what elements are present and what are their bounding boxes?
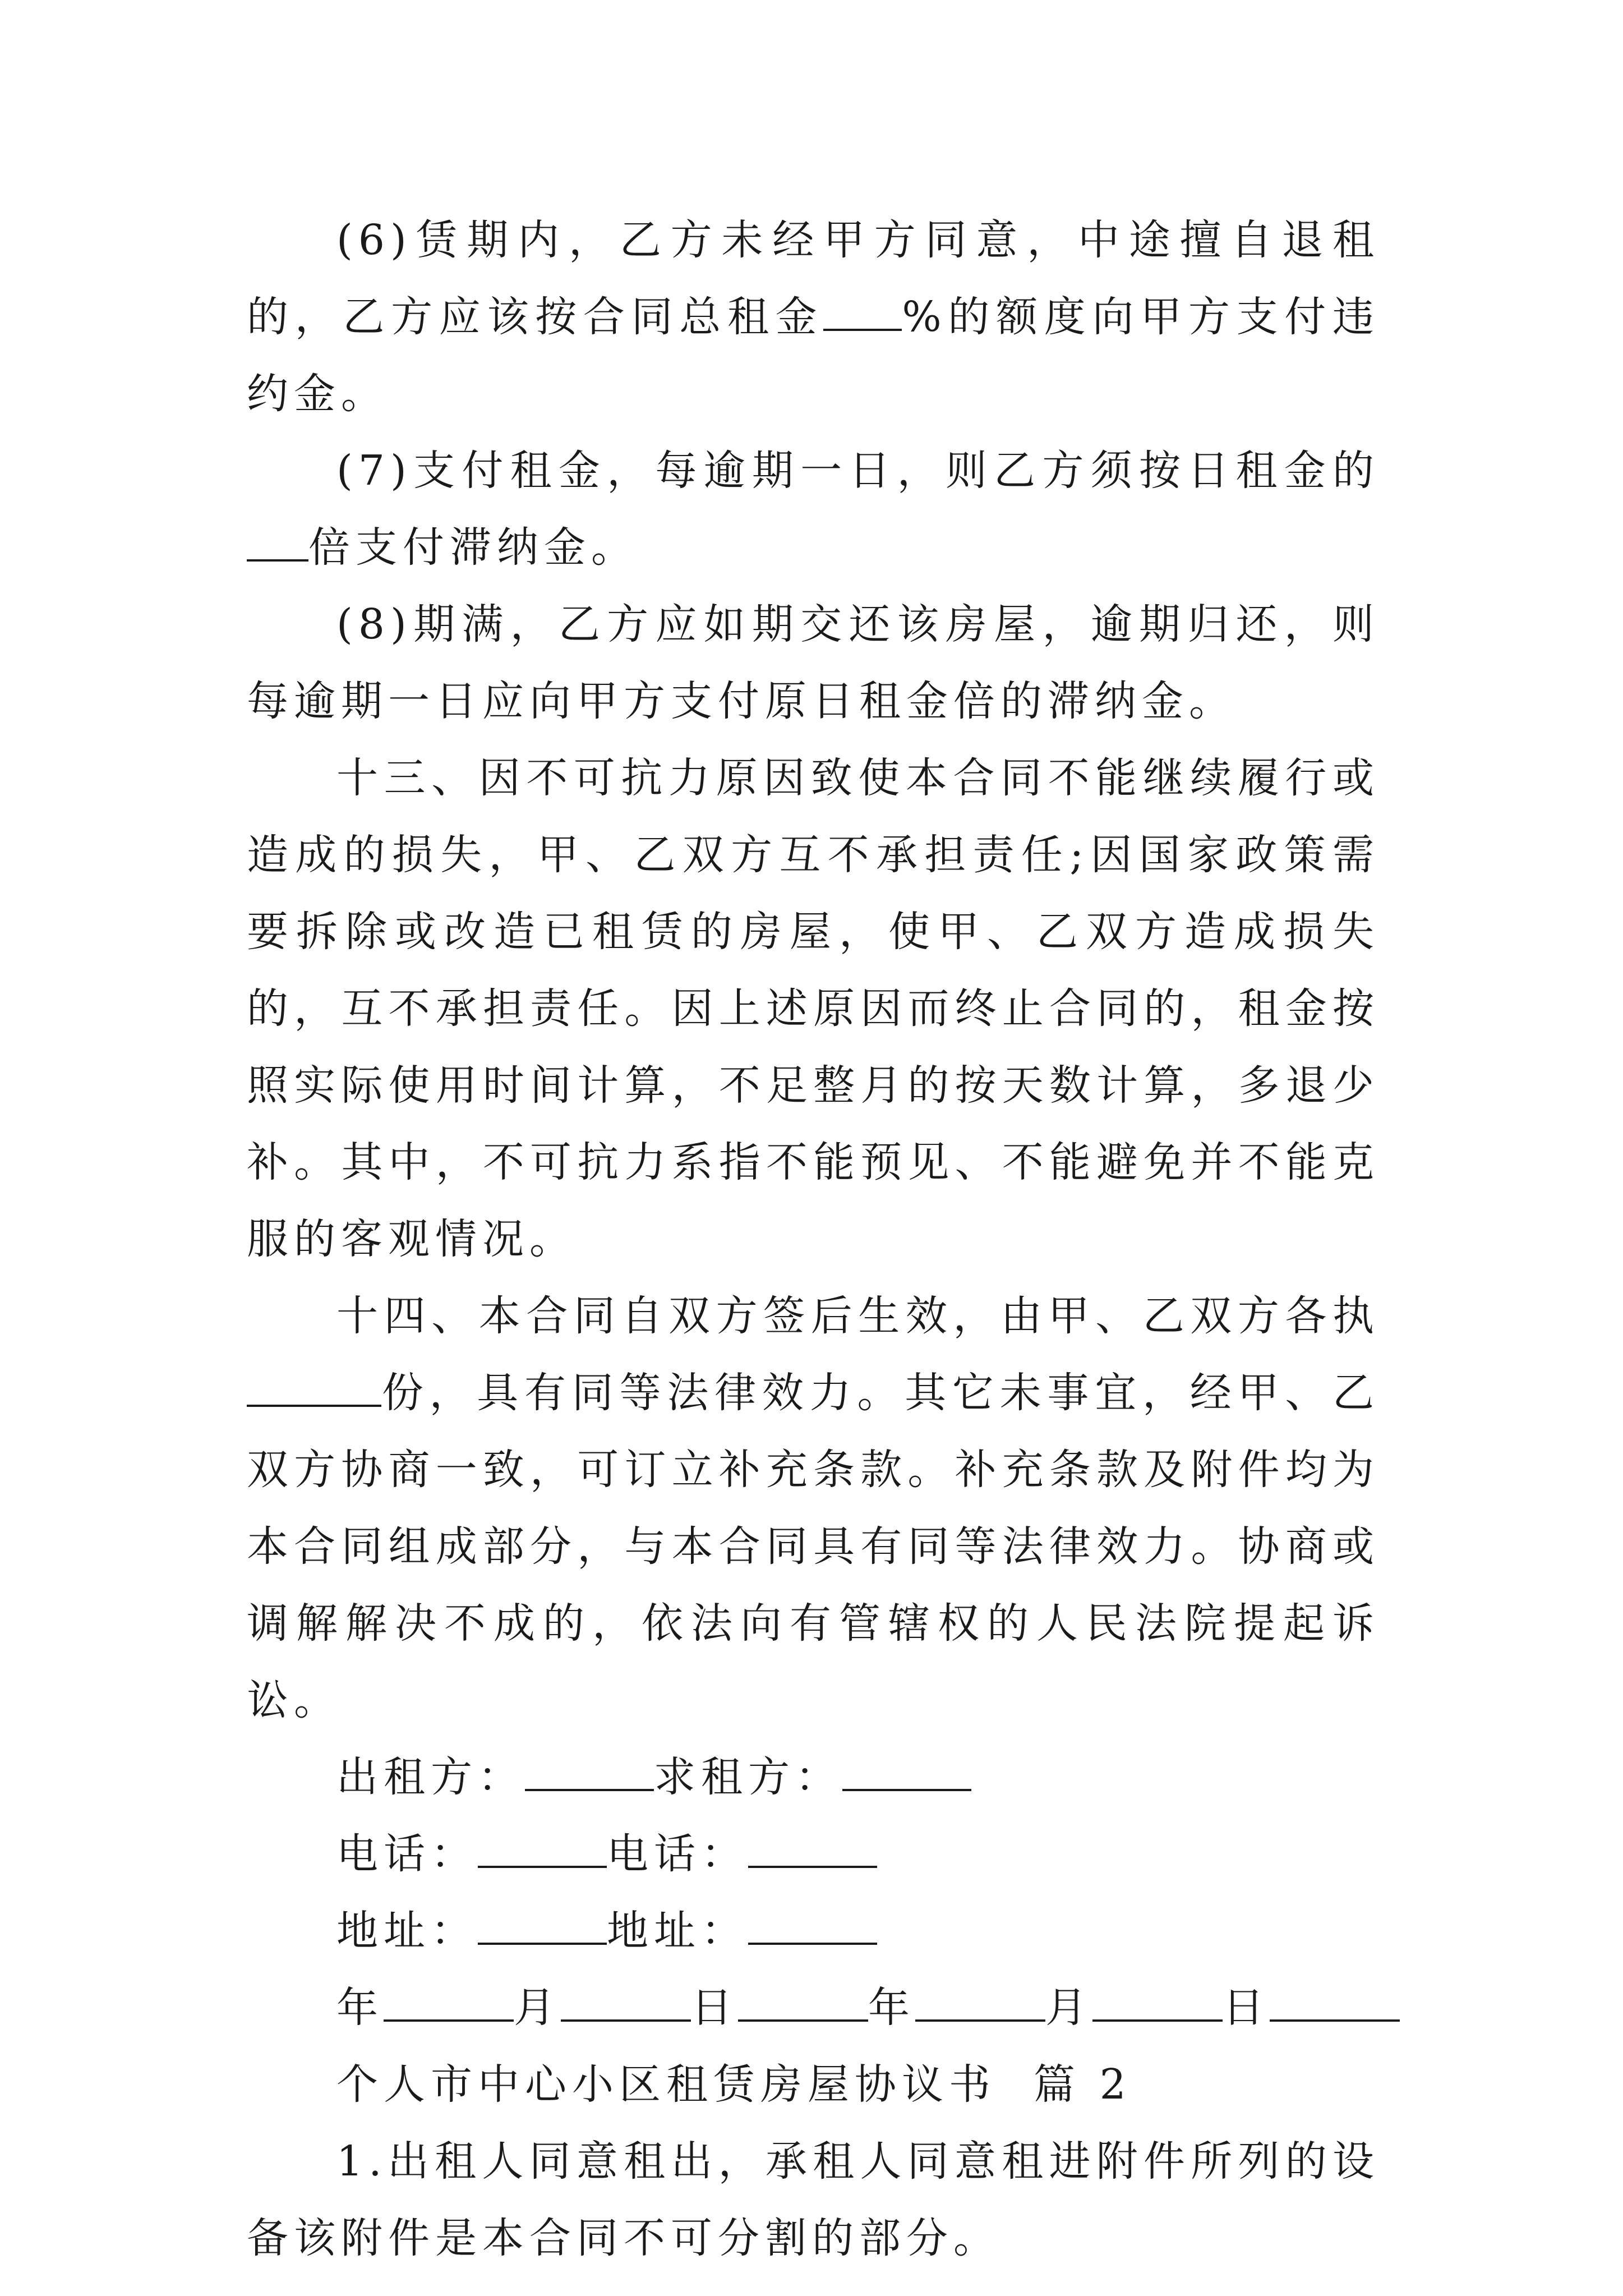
section-2-item-1: 1.出租人同意租出，承租人同意租进附件所列的设备该附件是本合同不可分割的部分。 — [247, 2137, 1380, 2262]
year-blank — [384, 1986, 514, 2022]
clause-7-text-b: 倍支付滞纳金。 — [308, 523, 638, 572]
lessee-address-blank — [748, 1909, 877, 1945]
year-blank-2 — [915, 1986, 1045, 2022]
blank-line — [823, 295, 902, 331]
month-label-2: 月 — [1045, 1984, 1092, 2032]
blank-line — [247, 526, 308, 562]
contract-body — [247, 202, 1380, 2277]
month-label: 月 — [514, 1984, 561, 2032]
lessor-address-label: 地址： — [336, 1907, 478, 1955]
signature-phone — [247, 1816, 1380, 1893]
lessee-phone-label: 电话： — [607, 1830, 748, 1878]
lessor-phone-label: 电话： — [336, 1830, 478, 1878]
clause-6 — [247, 202, 1380, 432]
clause-14-text-a: 十四、本合同自双方签后生效，由甲、乙双方各执 — [336, 1292, 1380, 1340]
signature-parties — [247, 1739, 1380, 1816]
signature-address — [247, 1893, 1380, 1970]
blank-line — [247, 1371, 381, 1407]
lessor-phone-blank — [478, 1832, 607, 1868]
lessee-label: 求租方： — [654, 1753, 842, 1801]
clause-6-text-a: (6)赁期内，乙方未经甲方同意，中途擅自退租的，乙方应该按合同总租金 — [247, 216, 1380, 341]
lessor-label: 出租方： — [336, 1753, 525, 1801]
clause-6-text-b: %的额度向甲方支付违约金。 — [247, 293, 1380, 418]
clause-14 — [247, 1278, 1380, 1739]
lessor-blank — [525, 1755, 654, 1791]
month-blank-2 — [1092, 1986, 1223, 2022]
lessee-blank — [842, 1755, 971, 1791]
signature-dates — [247, 1970, 1380, 2046]
clause-7-text-a: (7)支付租金，每逾期一日，则乙方须按日租金的 — [336, 447, 1380, 495]
year-label: 年 — [336, 1984, 384, 2032]
clause-7 — [247, 432, 1380, 586]
day-label-2: 日 — [1223, 1984, 1270, 2032]
day-label: 日 — [691, 1984, 738, 2032]
clause-8: (8)期满，乙方应如期交还该房屋，逾期归还，则每逾期一日应向甲方支付原日租金倍的滞纳金。 — [247, 600, 1380, 725]
lessor-address-blank — [478, 1909, 607, 1945]
year-label-2: 年 — [868, 1984, 915, 2032]
lessee-phone-blank — [748, 1832, 877, 1868]
month-blank — [561, 1986, 691, 2022]
lessee-address-label: 地址： — [607, 1907, 748, 1955]
day-blank-2 — [1270, 1986, 1400, 2022]
clause-13: 十三、因不可抗力原因致使本合同不能继续履行或造成的损失，甲、乙双方互不承担责任;因国家政策需要拆除或改造已租赁的房屋，使甲、乙双方造成损失的，互不承担责任。因上述原因而终止合同的，租金按照实际使用时间计算，不足整月的按天数计算，多退少补。其中，不可抗力系指不能预见、不能避免并不能克服的客观情况。 — [247, 754, 1380, 1263]
day-blank — [738, 1986, 868, 2022]
section-2-title: 个人市中心小区租赁房屋协议书 篇 2 — [336, 2060, 1132, 2109]
clause-14-text-b: 份，具有同等法律效力。其它未事宜，经甲、乙双方协商一致，可订立补充条款。补充条款及附件均为本合同组成部分，与本合同具有同等法律效力。协商或调解解决不成的，依法向有管辖权的人民法院提起诉讼。 — [247, 1369, 1380, 1724]
